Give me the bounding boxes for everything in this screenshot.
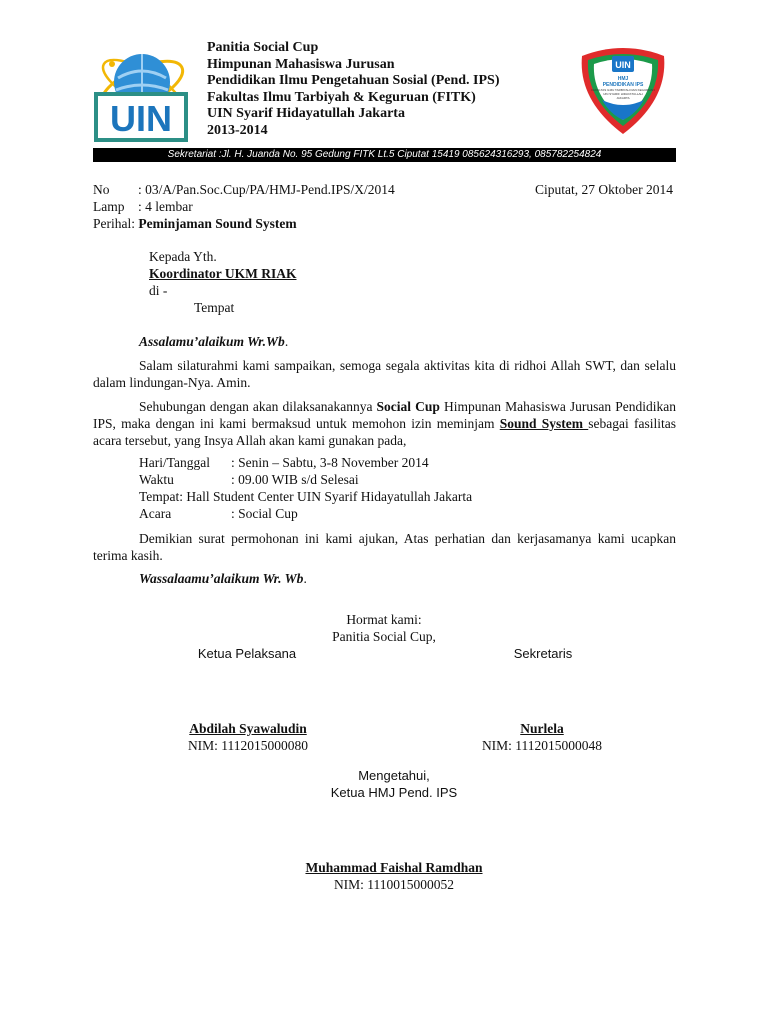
detail-waktu-value: : 09.00 WIB s/d Selesai: [231, 472, 359, 487]
p2-part-c: Himpunan Mahasiswa Jurusan Pendidikan IPS, maka dengan ini kami bermaksud untuk memohon izin meminjam: [93, 399, 676, 431]
address-bar: Sekretariat :Jl. H. Juanda No. 95 Gedung FITK Lt.5 Ciputat 15419 085624316293, 085782254824: [93, 148, 676, 162]
signer-left-name: Abdilah Syawaludin: [189, 721, 307, 736]
lamp-label: Lamp: [93, 199, 125, 214]
letterhead: [207, 40, 567, 139]
svg-text:PENDIDIKAN IPS: PENDIDIKAN IPS: [602, 82, 644, 88]
lamp-row: [93, 199, 393, 216]
role-ketua-pelaksana: Ketua Pelaksana: [197, 646, 297, 661]
recipient-greeting: Kepada Yth.: [149, 249, 217, 264]
org-line-1: Panitia Social Cup: [207, 40, 319, 55]
letter-number-row: [93, 182, 676, 199]
place-date: Ciputat, 27 Oktober 2014: [535, 182, 673, 197]
p2-sound-system: Sound System: [499, 416, 589, 431]
hmj-badge-logo: [574, 42, 672, 138]
detail-tempat-row: Tempat: Hall Student Center UIN Syarif Hidayatullah Jakarta: [139, 489, 473, 504]
p2-part-e: sebagai fasilitas acara tersebut, yang Insya Allah akan kami gunakan pada,: [93, 416, 676, 448]
salam-open-dot: .: [284, 334, 289, 349]
detail-acara-row: [139, 506, 639, 523]
svg-text:UIN SYARIF HIDAYATULLAH: UIN SYARIF HIDAYATULLAH: [603, 92, 643, 96]
mengetahui-label: Mengetahui,: [358, 768, 430, 783]
signer-right-name: Nurlela: [520, 721, 564, 736]
recipient-tempat: Tempat: [194, 300, 235, 315]
detail-acara-label: Acara: [139, 506, 172, 521]
org-line-3: Pendidikan Ilmu Pengetahuan Sosial (Pend. IPS): [207, 73, 500, 88]
org-line-4: Fakultas Ilmu Tarbiyah & Keguruan (FITK): [207, 89, 476, 105]
perihal-colon: :: [131, 216, 139, 231]
paragraph-1-text: Salam silaturahmi kami sampaikan, semoga segala aktivitas kita di ridhoi Allah SWT, dan selalu dalam lindungan-Nya. Amin.: [93, 358, 676, 390]
recipient-di: di -: [149, 283, 168, 298]
salam-close-dot: .: [303, 571, 307, 586]
svg-text:FAKULTAS ILMU TARBIYAH DAN KEG: FAKULTAS ILMU TARBIYAH DAN KEGURUAN: [591, 88, 655, 92]
signer-right-nim: NIM: 1112015000048: [481, 738, 603, 753]
p2-social-cup: Social Cup: [376, 399, 440, 414]
salam-open: [139, 334, 288, 350]
svg-text:HMJ: HMJ: [617, 76, 629, 82]
paragraph-2: [93, 398, 676, 449]
svg-text:UIN: UIN: [615, 60, 631, 70]
paragraph-1: [93, 357, 676, 391]
uin-globe-icon: [92, 44, 190, 144]
signer-bottom-nim: NIM: 1110015000052: [333, 877, 455, 892]
perihal-label: Perihal: [93, 216, 132, 231]
role-sekretaris: Sekretaris: [513, 646, 573, 661]
perihal-row: [93, 216, 493, 233]
p2-part-a: Sehubungan dengan akan dilaksanakannya: [139, 399, 377, 414]
ketua-hmj-label: Ketua HMJ Pend. IPS: [330, 785, 458, 800]
org-line-6: 2013-2014: [207, 122, 268, 138]
salam-close: [139, 571, 307, 587]
svg-text:UIN: UIN: [110, 98, 172, 139]
detail-waktu-row: [139, 472, 639, 489]
detail-hari-row: [139, 455, 639, 472]
no-value: : 03/A/Pan.Soc.Cup/PA/HMJ-Pend.IPS/X/2014: [138, 182, 395, 197]
hmj-shield-icon: [574, 42, 672, 138]
signer-bottom-name: Muhammad Faishal Ramdhan: [305, 860, 483, 875]
perihal-value: Peminjaman Sound System: [138, 216, 297, 231]
detail-hari-value: : Senin – Sabtu, 3-8 November 2014: [231, 455, 429, 470]
recipient-name: Koordinator UKM RIAK: [149, 266, 297, 281]
lamp-value: : 4 lembar: [138, 199, 193, 214]
paragraph-3-text: Demikian surat permohonan ini kami ajukan, Atas perhatian dan kerjasamanya kami ucapkan terima kasih.: [93, 531, 676, 563]
detail-acara-value: : Social Cup: [231, 506, 298, 521]
paragraph-3: [93, 530, 676, 564]
org-line-2: Himpunan Mahasiswa Jurusan: [207, 56, 395, 72]
org-line-5: UIN Syarif Hidayatullah Jakarta: [207, 106, 405, 121]
salam-close-text: Wassalaamu’alaikum Wr. Wb: [139, 571, 304, 586]
closing-hormat: Hormat kami:: [346, 612, 422, 627]
detail-waktu-label: Waktu: [139, 472, 174, 487]
uin-logo: [92, 44, 190, 144]
closing-panitia: Panitia Social Cup,: [332, 629, 436, 644]
no-label: No: [93, 182, 110, 197]
signer-left-nim: NIM: 1112015000080: [187, 738, 309, 753]
svg-text:JAKARTA: JAKARTA: [616, 96, 630, 100]
detail-hari-label: Hari/Tanggal: [139, 455, 211, 470]
salam-open-text: Assalamu’alaikum Wr.Wb: [139, 334, 285, 349]
